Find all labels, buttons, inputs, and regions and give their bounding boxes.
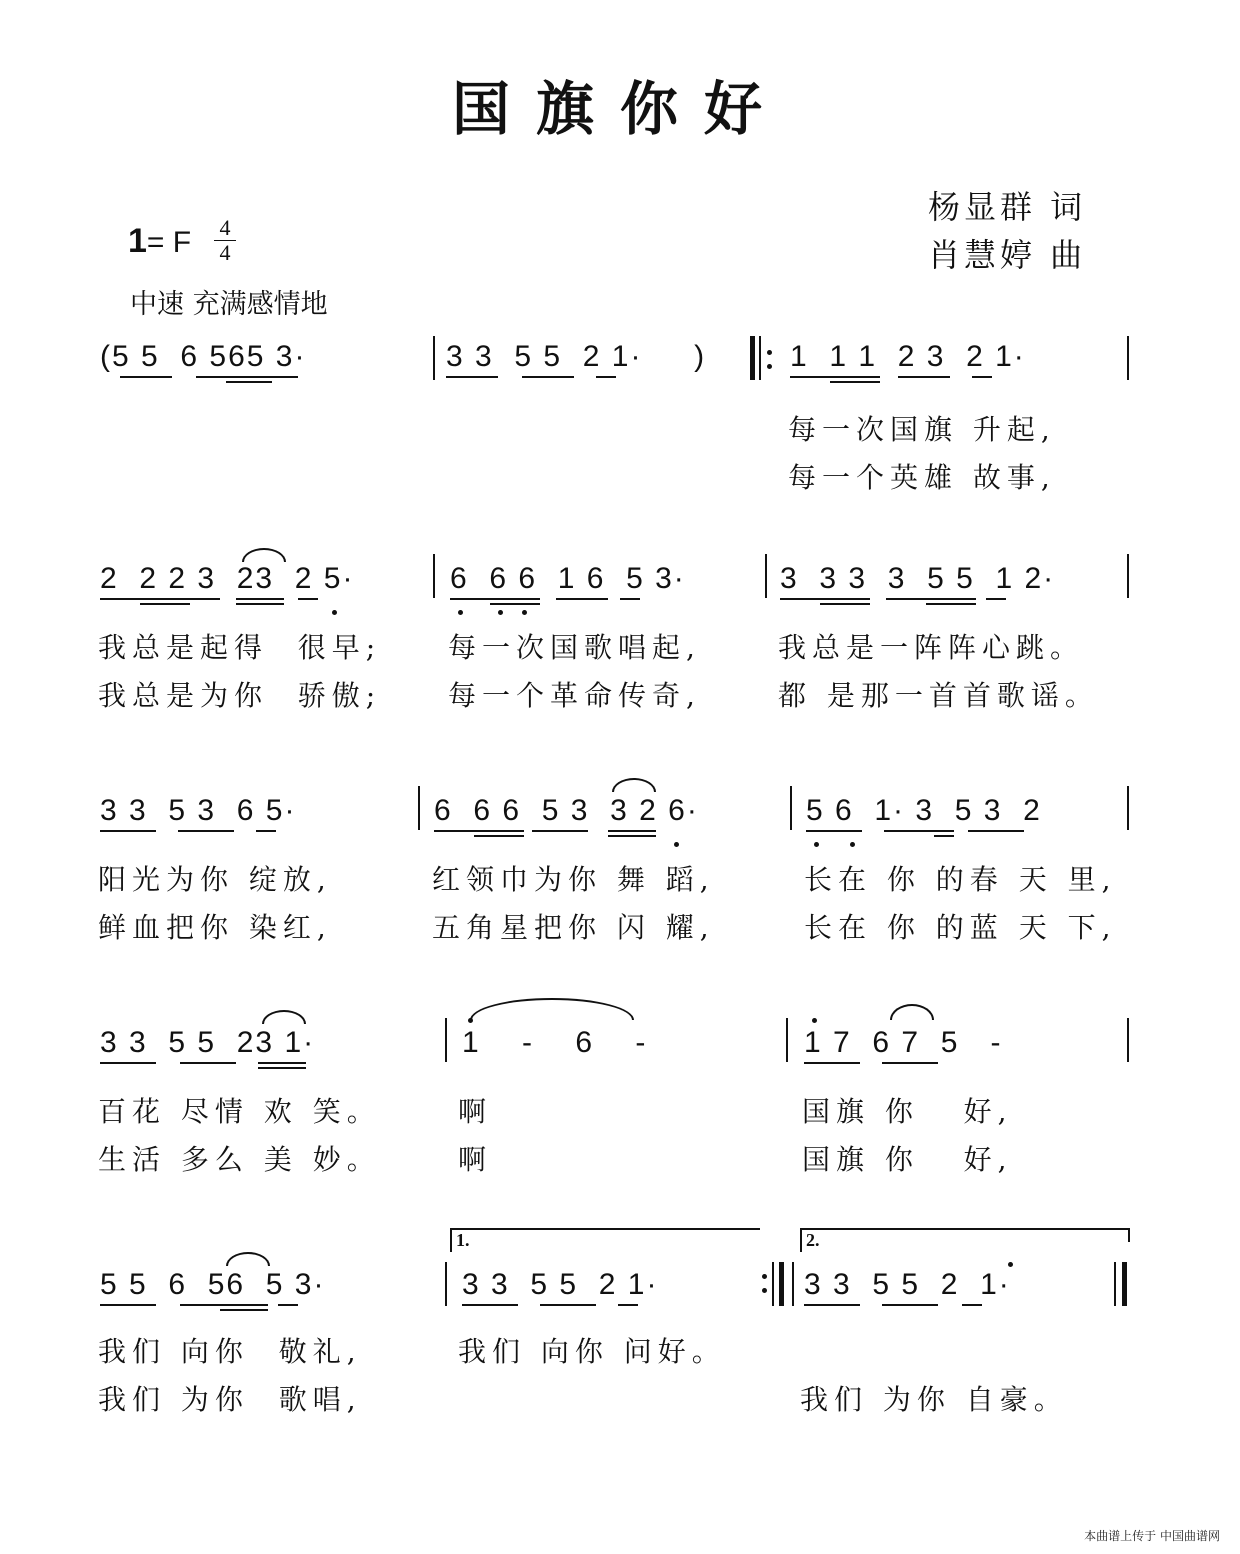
underline xyxy=(780,598,870,600)
composer-credit: 肖慧婷 曲 xyxy=(928,236,1087,274)
underline xyxy=(298,598,318,600)
row1-measure3: 1 1 1 2 3 2 1· xyxy=(790,340,1026,373)
row3-measure2: 6 6 6 5 3 3 2 6· xyxy=(434,794,699,827)
row1-lyric1-m3: 每一次国旗 升起, xyxy=(788,413,1056,446)
row5-lyric1-m2: 我们 向你 问好。 xyxy=(458,1335,726,1368)
row2-lyric2-m2: 每一个革命传奇, xyxy=(448,679,701,712)
underline xyxy=(220,1309,268,1311)
underline xyxy=(474,835,524,837)
row3-measure1: 3 3 5 3 6 5· xyxy=(100,794,297,827)
repeat-dot xyxy=(762,1274,767,1279)
row4-measure1: 3 3 5 5 23 1· xyxy=(100,1026,316,1059)
underline xyxy=(236,603,284,605)
upper-octave-dot xyxy=(812,1018,817,1023)
barline xyxy=(418,786,420,830)
repeat-start-thin xyxy=(759,336,761,380)
underline xyxy=(226,381,272,383)
slur xyxy=(226,1252,270,1266)
slur xyxy=(262,1010,306,1024)
underline xyxy=(806,830,862,832)
row2-lyric2-m3: 都 是那一首首歌谣。 xyxy=(778,679,1099,712)
song-title: 国旗你好 xyxy=(451,75,788,143)
slur xyxy=(242,548,286,562)
row5-measure3: 3 3 5 5 2 1· xyxy=(804,1268,1011,1301)
footer-watermark: 本曲谱上传于 中国曲谱网 xyxy=(1084,1529,1220,1543)
underline xyxy=(258,1067,306,1069)
tie xyxy=(470,998,634,1020)
row1-lyric2-m3: 每一个英雄 故事, xyxy=(788,461,1056,494)
row2-lyric2-m1: 我总是为你 骄傲; xyxy=(98,679,382,712)
row2-lyric1-m3: 我总是一阵阵心跳。 xyxy=(778,631,1085,664)
repeat-start-thick xyxy=(750,336,755,380)
underline xyxy=(462,1304,518,1306)
underline xyxy=(790,376,880,378)
row3-lyric1-m2: 红领巾为你 舞 蹈, xyxy=(432,863,715,896)
upper-octave-dot xyxy=(1008,1262,1013,1267)
lower-octave-dot xyxy=(814,842,819,847)
volta-2-end xyxy=(1128,1228,1130,1242)
underline xyxy=(180,1304,268,1306)
row2-measure2: 6 6 6 1 6 5 3· xyxy=(450,562,686,595)
underline xyxy=(830,381,880,383)
time-signature-bottom: 4 xyxy=(214,240,236,265)
underline xyxy=(140,603,190,605)
underline xyxy=(258,1062,306,1064)
repeat-dot xyxy=(767,350,772,355)
underline xyxy=(618,1304,638,1306)
underline xyxy=(236,598,284,600)
row5-lyric2-m1: 我们 为你 歌唱, xyxy=(98,1383,362,1416)
row2-measure1: 2 2 2 3 23 2 5· xyxy=(100,562,355,595)
underline xyxy=(100,830,156,832)
key-eq: = xyxy=(146,226,165,259)
row5-measure2: 3 3 5 5 2 1· xyxy=(462,1268,659,1301)
repeat-dot xyxy=(767,364,772,369)
barline xyxy=(1127,1018,1129,1062)
row5-lyric2-m3: 我们 为你 自豪。 xyxy=(800,1383,1068,1416)
underline xyxy=(446,376,498,378)
key-prefix: 1 xyxy=(128,222,147,260)
underline xyxy=(180,1062,236,1064)
tempo-marking: 中速 充满感情地 xyxy=(130,289,328,320)
row5-lyric1-m1: 我们 向你 敬礼, xyxy=(98,1335,362,1368)
underline xyxy=(540,1304,596,1306)
underline xyxy=(608,835,656,837)
underline xyxy=(962,1304,982,1306)
underline xyxy=(986,598,1006,600)
repeat-end-thin xyxy=(772,1262,774,1306)
repeat-dot xyxy=(762,1288,767,1293)
barline xyxy=(786,1018,788,1062)
underline xyxy=(556,598,608,600)
underline xyxy=(434,830,524,832)
underline xyxy=(490,603,540,605)
final-bar-thick xyxy=(1122,1262,1127,1306)
final-bar-thin xyxy=(1114,1262,1116,1306)
lower-octave-dot xyxy=(674,842,679,847)
underline xyxy=(804,1304,860,1306)
barline xyxy=(1127,336,1129,380)
underline xyxy=(898,376,950,378)
underline xyxy=(882,1304,938,1306)
underline xyxy=(886,598,976,600)
repeat-end-thick xyxy=(779,1262,784,1306)
volta-2-number: 2. xyxy=(806,1230,820,1250)
row1-measure1: (5 5 6 565 3· xyxy=(100,340,307,373)
time-signature-top: 4 xyxy=(219,215,231,240)
underline xyxy=(278,1304,298,1306)
underline xyxy=(820,603,870,605)
underline xyxy=(178,830,234,832)
barline xyxy=(765,554,767,598)
lower-octave-dot xyxy=(522,610,527,615)
upper-octave-dot xyxy=(468,1018,473,1023)
lower-octave-dot xyxy=(332,610,337,615)
row4-measure3: 1 7 6 7 5 - xyxy=(804,1026,1003,1059)
row2-lyric1-m2: 每一次国歌唱起, xyxy=(448,631,701,664)
key-signature xyxy=(128,222,191,261)
barline xyxy=(445,1018,447,1062)
underline xyxy=(804,1062,860,1064)
lyricist-credit: 杨显群 词 xyxy=(928,188,1087,226)
underline xyxy=(100,1062,156,1064)
time-signature xyxy=(214,216,236,265)
row4-lyric1-m1: 百花 尽情 欢 笑。 xyxy=(98,1095,381,1128)
barline xyxy=(445,1262,447,1306)
underline xyxy=(968,830,1024,832)
underline xyxy=(926,603,976,605)
row4-lyric1-m3: 国旗 你 好, xyxy=(802,1095,1013,1128)
barline xyxy=(1127,786,1129,830)
row2-measure3: 3 3 3 3 5 5 1 2· xyxy=(780,562,1056,595)
barline xyxy=(790,786,792,830)
row3-lyric2-m1: 鲜血把你 染红, xyxy=(98,911,332,944)
row3-lyric2-m2: 五角星把你 闪 耀, xyxy=(432,911,715,944)
volta-2-line xyxy=(840,1228,1128,1230)
row3-measure3: 5 6 1· 3 5 3 2 xyxy=(806,794,1042,827)
row4-lyric2-m2: 啊 xyxy=(458,1143,493,1176)
underline xyxy=(120,376,172,378)
barline xyxy=(792,1262,794,1306)
underline xyxy=(882,1062,938,1064)
barline xyxy=(433,554,435,598)
row3-lyric2-m3: 长在 你 的蓝 天 下, xyxy=(804,911,1117,944)
underline xyxy=(934,835,954,837)
row3-lyric1-m1: 阳光为你 绽放, xyxy=(98,863,332,896)
row4-measure2: 1 - 6 - xyxy=(462,1026,648,1059)
key-name: F xyxy=(172,226,192,259)
lower-octave-dot xyxy=(850,842,855,847)
underline xyxy=(256,830,276,832)
underline xyxy=(608,830,656,832)
lower-octave-dot xyxy=(458,610,463,615)
underline xyxy=(596,376,616,378)
underline xyxy=(972,376,992,378)
slur xyxy=(890,1004,934,1020)
underline xyxy=(100,598,220,600)
row2-lyric1-m1: 我总是起得 很早; xyxy=(98,631,382,664)
underline xyxy=(620,598,640,600)
barline xyxy=(433,336,435,380)
underline xyxy=(532,830,588,832)
underline xyxy=(884,830,954,832)
underline xyxy=(522,376,574,378)
row4-lyric2-m3: 国旗 你 好, xyxy=(802,1143,1013,1176)
barline xyxy=(1127,554,1129,598)
row3-lyric1-m3: 长在 你 的春 天 里, xyxy=(804,863,1117,896)
lower-octave-dot xyxy=(498,610,503,615)
underline xyxy=(196,376,298,378)
row4-lyric2-m1: 生活 多么 美 妙。 xyxy=(98,1143,381,1176)
underline xyxy=(450,598,540,600)
slur xyxy=(612,778,656,792)
volta-1-line xyxy=(500,1228,760,1230)
row4-lyric1-m2: 啊 xyxy=(458,1095,493,1128)
underline xyxy=(100,1304,156,1306)
row5-measure1: 5 5 6 56 5 3· xyxy=(100,1268,326,1301)
row1-measure2: 3 3 5 5 2 1· ) xyxy=(446,340,707,373)
volta-1-number: 1. xyxy=(456,1230,470,1250)
